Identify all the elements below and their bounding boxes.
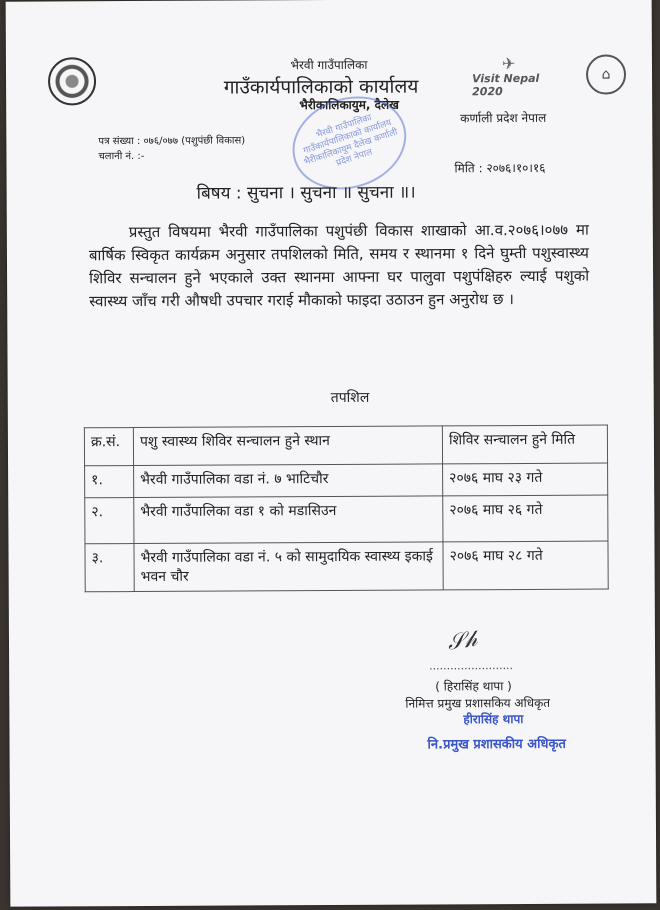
- reference-number: पत्र संख्या : ०७६/०७७ (पशुपंछी विकास): [98, 135, 246, 148]
- letter-date: मिति : २०७६।१०।१६: [454, 160, 546, 176]
- municipality-logo-icon: ⌂: [586, 54, 626, 94]
- row-serial: १.: [85, 466, 134, 498]
- row-location: भैरवी गाउँपालिका वडा नं. ५ को सामुदायिक स्वास्थ्य इकाई भवन चौर: [134, 542, 443, 592]
- dispatch-number: चलानी नं. :-: [98, 150, 145, 163]
- table-header-row: [84, 425, 607, 466]
- row-location: भैरवी गाउँपालिका वडा नं. ७ भाटिचौर: [134, 464, 443, 498]
- signatory-name: ( हिरासिंह थापा ): [435, 679, 512, 694]
- notice-body: प्रस्तुत विषयमा भैरवी गाउँपालिका पशुपंछी विकास शाखाको आ.व.२०७६।०७७ मा बार्षिक स्विकृत कार्यक्रम अनुसार तपशिलको मिति, समय र स्थानमा १ दिने घुम्ती पशुस्वास्थ्य शिविर सन्चालन हुने भएकाले उक्त स्थानमा आफ्ना घर पालुवा पशुपंक्षिहरु ल्याई पशुको स्वास्थ्य जाँच गरी औषधी उपचार गराई मौकाको फाइदा उठाउन हुन अनुरोध छ ।: [88, 220, 590, 311]
- handwritten-signature: 𝒮𝒽: [445, 626, 479, 656]
- row-date: २०७६ माघ २८ गते: [443, 541, 608, 590]
- header-date: शिविर सन्चालन हुने मिति: [442, 425, 607, 464]
- bird-icon: ✈: [501, 54, 516, 74]
- visit-nepal-text: Visit Nepal 2020: [472, 71, 540, 99]
- letter-paper: [6, 0, 657, 907]
- row-serial: ३.: [85, 544, 134, 592]
- stamp-text: भैरवी गाउँपालिका गाउँकार्यपालिकाको कार्यालय भैरीकालिकायुम दैलेख कर्णाली प्रदेश नेपाल: [302, 113, 400, 169]
- row-serial: २.: [85, 498, 134, 544]
- role-stamp: नि.प्रमुख प्रशासकीय अधिकृत: [427, 736, 566, 753]
- office-address: भैरीकालिकायुम, दैलेख: [299, 97, 399, 113]
- name-stamp: हीरासिंह थापा: [463, 711, 524, 727]
- header-serial: क्र.सं.: [84, 428, 133, 466]
- signature-line: ........................: [429, 659, 514, 673]
- office-title: गाउँकार्यपालिकाको कार्यालय: [223, 75, 419, 99]
- row-location: भैरवी गाउँपालिका वडा १ को मडासिउन: [134, 496, 443, 544]
- table-row: [85, 495, 608, 544]
- table-row: [85, 463, 608, 498]
- camp-schedule-table: [84, 425, 609, 593]
- province-label: कर्णाली प्रदेश नेपाल: [460, 110, 547, 126]
- signatory-role: निमित्त प्रमुख प्रशासकिय अधिकृत: [405, 695, 551, 711]
- header-location: पशु स्वास्थ्य शिविर सन्चालन हुने स्थान: [133, 426, 442, 466]
- table-row: [85, 541, 608, 592]
- municipality-name: भैरवी गाउँपालिका: [290, 57, 368, 73]
- row-date: २०७६ माघ २६ गते: [443, 495, 608, 542]
- row-date: २०७६ माघ २३ गते: [443, 463, 608, 496]
- subject-line: बिषय : सुचना । सुचना ॥ सुचना ॥।: [196, 182, 416, 204]
- details-heading: तपशिल: [330, 389, 370, 407]
